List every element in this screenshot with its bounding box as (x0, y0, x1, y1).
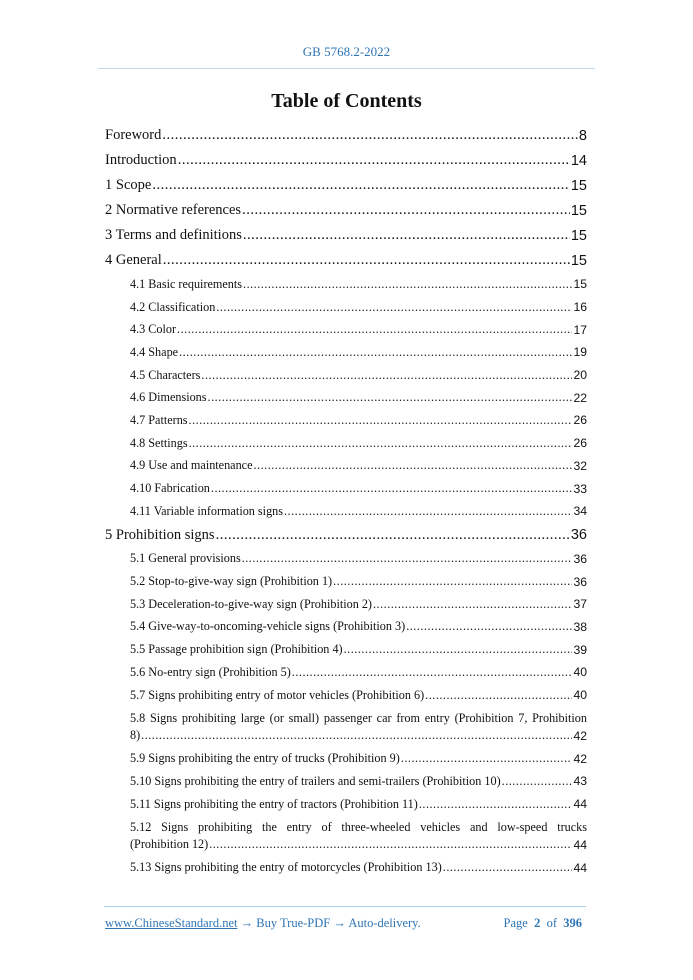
dot-leader (419, 797, 573, 812)
current-page: 2 (534, 916, 541, 930)
toc-entry-title: 5.1 General provisions (130, 551, 241, 566)
toc-entry-title: 4.2 Classification (130, 299, 216, 314)
toc-entry-page: 15 (570, 252, 587, 269)
toc-entry-title: 5.6 No-entry sign (Prohibition 5) (130, 664, 291, 679)
toc-entry[interactable] (105, 661, 587, 684)
toc-entry-line (130, 836, 587, 854)
toc-entry[interactable] (105, 548, 587, 571)
dot-leader (373, 597, 572, 612)
toc-entry[interactable] (105, 223, 587, 248)
toc-entry-title: 4.9 Use and maintenance (130, 458, 253, 473)
toc-entry-page: 44 (573, 860, 587, 875)
arrow-icon: → (333, 916, 346, 930)
dot-leader (243, 277, 572, 292)
footer-left (105, 916, 421, 931)
dot-leader (141, 728, 572, 743)
toc-entry[interactable] (105, 815, 587, 856)
toc-entry[interactable] (105, 341, 587, 364)
toc-entry[interactable] (105, 148, 587, 173)
toc-entry[interactable] (105, 747, 587, 770)
website-link[interactable]: www.ChineseStandard.net (105, 916, 238, 930)
toc-entry[interactable] (105, 173, 587, 198)
toc-entry[interactable] (105, 856, 587, 879)
buy-text: Buy True-PDF (256, 916, 331, 930)
dot-leader (177, 322, 572, 337)
page-title: Table of Contents (271, 90, 422, 112)
toc-entry-page: 44 (573, 837, 587, 852)
toc-entry[interactable] (105, 793, 587, 816)
dot-leader (178, 152, 570, 169)
toc-entry[interactable] (105, 432, 587, 455)
toc-entry-page: 42 (573, 728, 587, 743)
toc-entry-page: 43 (573, 774, 587, 789)
toc-entry-title: 4.8 Settings (130, 435, 188, 450)
toc-entry[interactable] (105, 455, 587, 478)
toc-entry-title: 1 Scope (105, 177, 152, 193)
toc-entry-title: Foreword (105, 127, 162, 143)
delivery-text: Auto-delivery. (348, 916, 421, 930)
toc-entry[interactable] (105, 409, 587, 432)
toc-entry[interactable] (105, 638, 587, 661)
toc-entry-title: 5 Prohibition signs (105, 526, 215, 543)
toc-entry[interactable] (105, 523, 587, 548)
toc-entry-page: 19 (573, 345, 587, 360)
toc-entry-line (130, 727, 587, 745)
toc-entry-page: 34 (573, 504, 587, 519)
total-pages: 396 (563, 916, 582, 930)
toc-entry-page: 14 (570, 152, 587, 169)
toc-entry[interactable] (105, 296, 587, 319)
toc-entry-title-cont: 8) (130, 728, 141, 743)
dot-leader (216, 527, 570, 544)
toc-entry[interactable] (105, 706, 587, 747)
dot-leader (333, 574, 572, 589)
toc-entry-page: 16 (573, 300, 587, 315)
page-indicator: Page 2 of 396 (503, 916, 582, 930)
toc-entry[interactable] (105, 123, 587, 148)
toc-entry-title: 5.8 Signs prohibiting large (or small) passenger car from entry (Prohibition 7, Prohibition (130, 710, 587, 725)
toc-entry-title-cont: (Prohibition 12) (130, 837, 209, 852)
dot-leader (152, 177, 570, 194)
footer-divider (104, 906, 586, 907)
document-header: GB 5768.2-2022 (302, 44, 391, 59)
toc-entry[interactable] (105, 770, 587, 793)
table-of-contents (105, 123, 587, 879)
toc-entry-title: 5.2 Stop-to-give-way sign (Prohibition 1) (130, 574, 333, 589)
dot-leader (443, 860, 573, 875)
toc-entry-title: 4.11 Variable information signs (130, 503, 283, 518)
toc-entry-title: 5.5 Passage prohibition sign (Prohibition 4) (130, 642, 343, 657)
toc-entry-title: 5.7 Signs prohibiting entry of motor vehicles (Prohibition 6) (130, 687, 425, 702)
header-divider (98, 68, 595, 69)
dot-leader (401, 751, 573, 766)
toc-entry[interactable] (105, 500, 587, 523)
toc-entry-page: 8 (578, 127, 587, 144)
toc-entry[interactable] (105, 273, 587, 296)
dot-leader (502, 774, 573, 789)
toc-entry-title: 4.3 Color (130, 322, 177, 337)
toc-entry-page: 36 (573, 551, 587, 566)
toc-entry-page: 15 (573, 277, 587, 292)
toc-entry-title: 5.10 Signs prohibiting the entry of trailers and semi-trailers (Prohibition 10) (130, 773, 501, 788)
toc-entry-title: 4.5 Characters (130, 367, 201, 382)
toc-entry-page: 20 (573, 368, 587, 383)
toc-entry-page: 32 (573, 458, 587, 473)
toc-entry-title: 5.11 Signs prohibiting the entry of tractors (Prohibition 11) (130, 796, 418, 811)
toc-entry-page: 26 (573, 436, 587, 451)
dot-leader (284, 504, 572, 519)
toc-entry[interactable] (105, 616, 587, 639)
dot-leader (209, 837, 572, 852)
dot-leader (292, 665, 573, 680)
toc-entry-page: 40 (573, 688, 587, 703)
toc-entry-page: 42 (573, 751, 587, 766)
dot-leader (189, 436, 573, 451)
toc-entry-title: 5.13 Signs prohibiting the entry of motorcycles (Prohibition 13) (130, 860, 442, 875)
toc-entry[interactable] (105, 318, 587, 341)
dot-leader (344, 642, 573, 657)
toc-entry-page: 33 (573, 481, 587, 496)
toc-entry-page: 22 (573, 390, 587, 405)
toc-entry-title: 4.7 Patterns (130, 412, 188, 427)
dot-leader (163, 252, 570, 269)
toc-entry-title: 4.6 Dimensions (130, 390, 207, 405)
toc-entry-page: 40 (573, 665, 587, 680)
dot-leader (211, 481, 573, 496)
toc-entry-page: 38 (573, 619, 587, 634)
toc-entry-title: 5.12 Signs prohibiting the entry of three-wheeled vehicles and low-speed trucks (130, 819, 587, 834)
dot-leader (243, 227, 570, 244)
dot-leader (189, 413, 573, 428)
toc-entry-title: 4.1 Basic requirements (130, 276, 243, 291)
toc-entry-page: 36 (570, 527, 587, 544)
toc-entry-title: 4.4 Shape (130, 344, 179, 359)
dot-leader (242, 551, 573, 566)
toc-entry[interactable] (105, 248, 587, 273)
toc-entry-page: 26 (573, 413, 587, 428)
toc-entry-title: 4.10 Fabrication (130, 481, 210, 496)
toc-entry-title: 2 Normative references (105, 202, 242, 218)
toc-entry-title: 5.3 Deceleration-to-give-way sign (Prohibition 2) (130, 596, 372, 611)
toc-entry[interactable] (105, 570, 587, 593)
toc-entry[interactable] (105, 593, 587, 616)
toc-entry[interactable] (105, 477, 587, 500)
toc-entry-page: 15 (570, 177, 587, 194)
dot-leader (208, 390, 573, 405)
toc-entry-page: 37 (573, 597, 587, 612)
toc-entry-title: 3 Terms and definitions (105, 227, 242, 243)
toc-entry-page: 39 (573, 642, 587, 657)
dot-leader (216, 300, 572, 315)
dot-leader (242, 202, 570, 219)
arrow-icon: → (240, 916, 254, 930)
toc-entry-page: 44 (573, 797, 587, 812)
toc-entry-title: 5.4 Give-way-to-oncoming-vehicle signs (Prohibition 3) (130, 619, 406, 634)
toc-entry-page: 15 (570, 227, 587, 244)
dot-leader (425, 688, 572, 703)
toc-entry[interactable] (105, 386, 587, 409)
toc-entry-page: 36 (573, 574, 587, 589)
dot-leader (254, 458, 573, 473)
dot-leader (406, 619, 572, 634)
toc-entry[interactable] (105, 198, 587, 223)
toc-entry-page: 17 (573, 322, 587, 337)
toc-entry-title: Introduction (105, 152, 177, 168)
dot-leader (179, 345, 572, 360)
toc-entry[interactable] (105, 364, 587, 387)
dot-leader (162, 127, 578, 144)
toc-entry-title: 5.9 Signs prohibiting the entry of trucks (Prohibition 9) (130, 751, 400, 766)
dot-leader (201, 368, 572, 383)
toc-entry-page: 15 (570, 202, 587, 219)
toc-entry[interactable] (105, 684, 587, 707)
footer (105, 916, 585, 931)
toc-entry-title: 4 General (105, 252, 162, 268)
